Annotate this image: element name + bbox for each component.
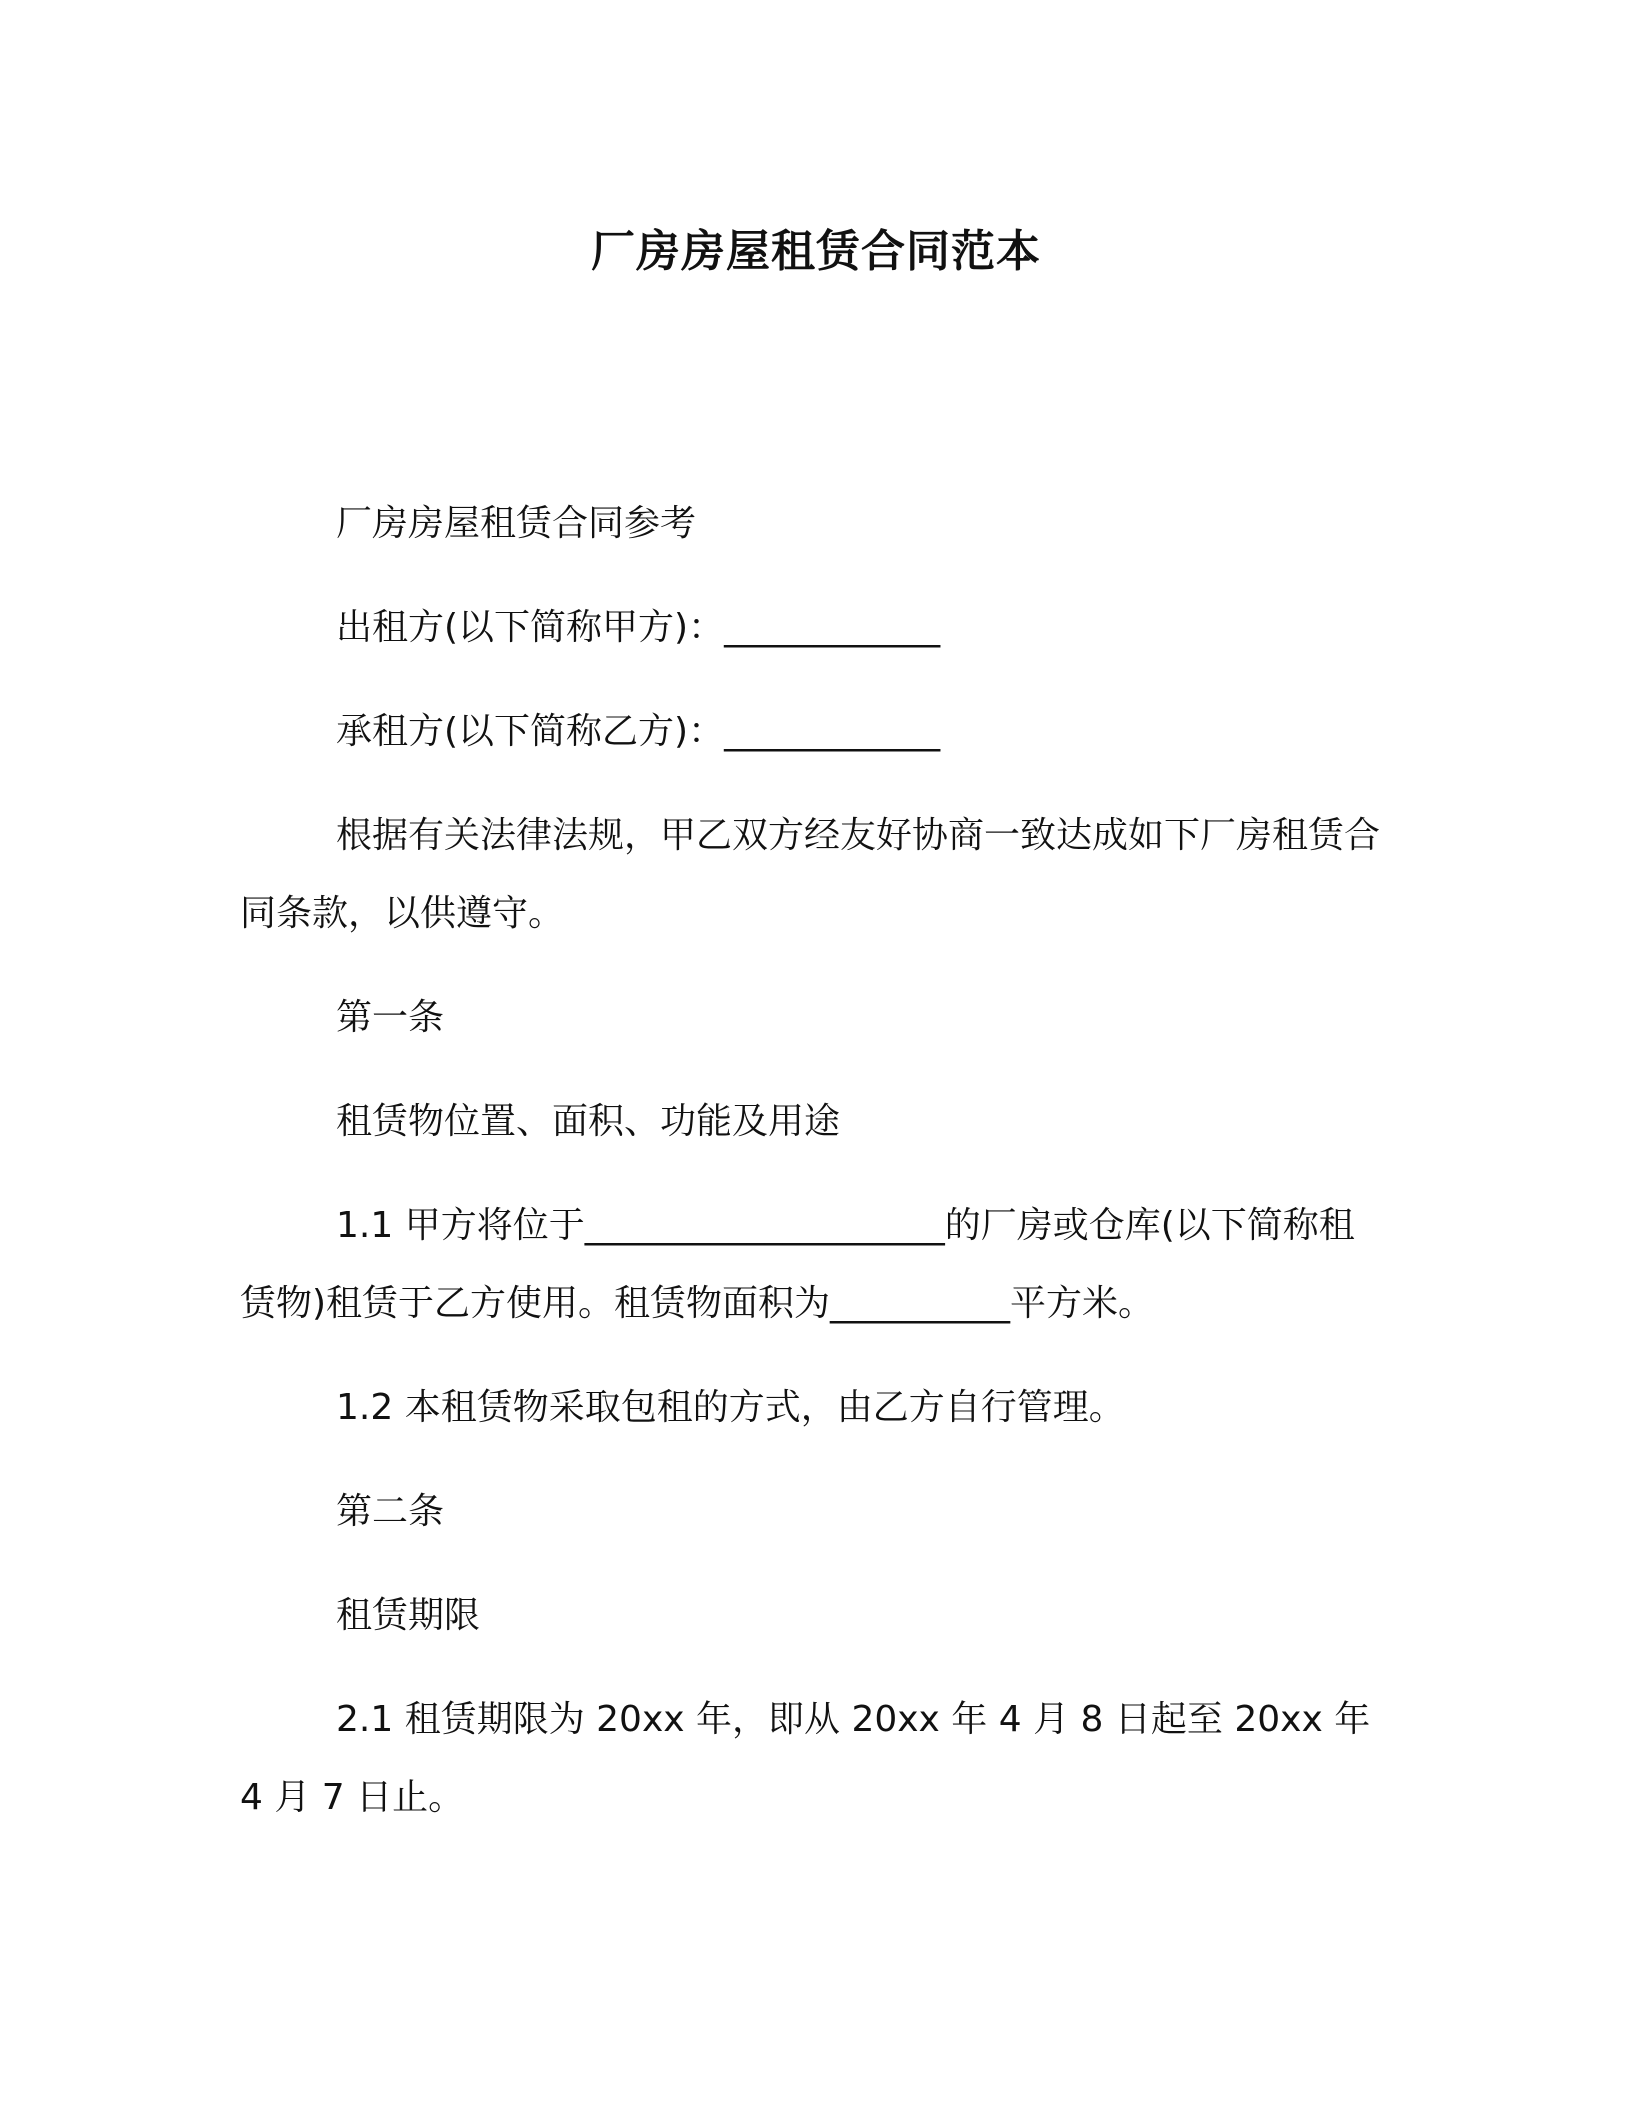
paragraph-lessee: 承租方(以下简称乙方)：____________ xyxy=(336,711,941,752)
article-1-title: 租赁物位置、面积、功能及用途 xyxy=(336,1101,841,1142)
document-title: 厂房房屋租赁合同范本 xyxy=(591,226,1041,277)
paragraph-contract-reference: 厂房房屋租赁合同参考 xyxy=(336,503,697,544)
clause-1-1: 1.1 甲方将位于____________________的厂房或仓库(以下简称租赁物)租赁于乙方使用。租赁物面积为__________平方米。 xyxy=(240,1205,1355,1324)
paragraph-preamble: 根据有关法律法规，甲乙双方经友好协商一致达成如下厂房租赁合同条款，以供遵守。 xyxy=(240,815,1381,934)
document-body xyxy=(240,485,1380,1863)
article-2-title: 租赁期限 xyxy=(336,1595,481,1636)
paragraph-lessor: 出租方(以下简称甲方)：____________ xyxy=(336,607,941,648)
article-1-heading: 第一条 xyxy=(336,997,445,1038)
article-2-heading: 第二条 xyxy=(336,1491,445,1532)
clause-1-2: 1.2 本租赁物采取包租的方式，由乙方自行管理。 xyxy=(336,1387,1125,1428)
clause-2-1: 2.1 租赁期限为 20xx 年，即从 20xx 年 4 月 8 日起至 20xx 年 4 月 7 日止。 xyxy=(240,1699,1371,1818)
